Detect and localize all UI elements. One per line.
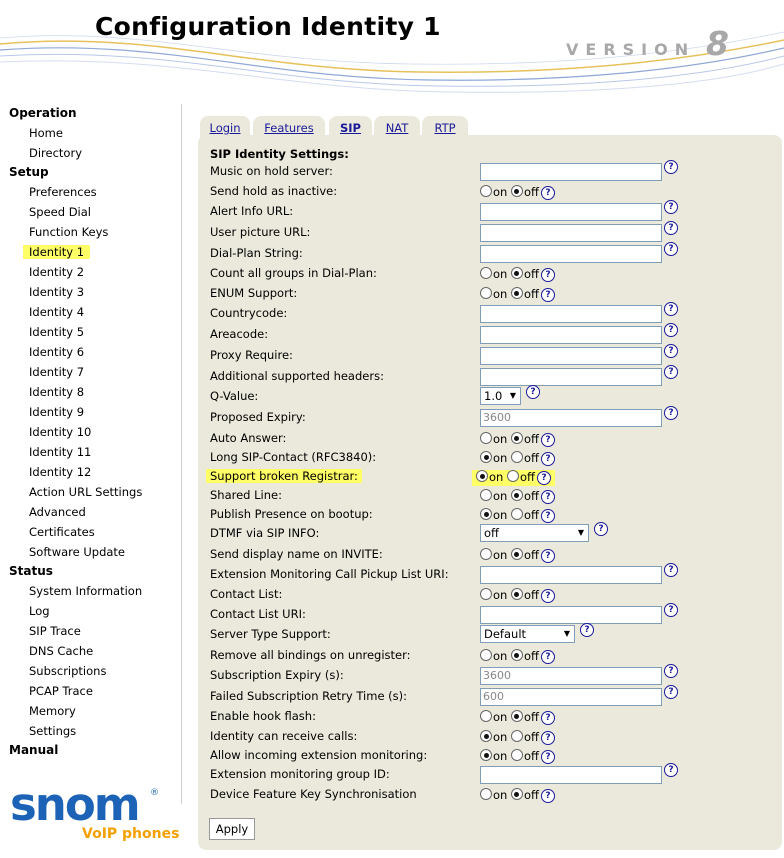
sidebar-item-action-url-settings[interactable]: Action URL Settings: [29, 485, 143, 499]
tab-rtp[interactable]: RTP: [422, 116, 468, 137]
alert-info-url-label: Alert Info URL:: [210, 204, 294, 218]
shared-line-radio-group: [480, 489, 555, 505]
send-hold-as-inactive-radio-on[interactable]: [480, 185, 492, 197]
sidebar-item-preferences[interactable]: Preferences: [29, 185, 97, 199]
auto-answer-label: Auto Answer:: [210, 431, 287, 445]
user-picture-url-help-icon[interactable]: ?: [664, 221, 678, 235]
allow-incoming-extension-monitoring-radio-group: [480, 749, 555, 765]
sidebar-item-speed-dial[interactable]: Speed Dial: [29, 205, 91, 219]
page-header: [0, 0, 784, 100]
dial-plan-string-label: Dial-Plan String:: [210, 246, 303, 260]
remove-all-bindings-on-unregister-on-text: on: [493, 649, 511, 663]
extension-monitoring-call-pickup-list-uri-label: Extension Monitoring Call Pickup List URI:: [210, 567, 449, 581]
shared-line-label: Shared Line:: [210, 488, 282, 502]
send-hold-as-inactive-radio-group: [480, 185, 555, 201]
contact-list-uri-label: Contact List URI:: [210, 607, 306, 621]
extension-monitoring-call-pickup-list-uri-help-icon[interactable]: ?: [664, 563, 678, 577]
long-sip-contact-rfc3840-label: Long SIP-Contact (RFC3840):: [210, 450, 377, 464]
count-all-groups-in-dial-plan-radio-group: [480, 267, 555, 283]
failed-subscription-retry-time-s-help-icon[interactable]: ?: [664, 685, 678, 699]
send-display-name-on-invite-on-text: on: [493, 548, 511, 562]
shared-line-radio-on[interactable]: [480, 489, 492, 501]
extension-monitoring-group-id-help-icon[interactable]: ?: [664, 763, 678, 777]
enum-support-radio-on[interactable]: [480, 287, 492, 299]
dtmf-via-sip-info-help-icon[interactable]: ?: [594, 522, 608, 536]
auto-answer-on-text: on: [493, 432, 511, 446]
enable-hook-flash-radio-on[interactable]: [480, 710, 492, 722]
proxy-require-label: Proxy Require:: [210, 348, 293, 362]
chevron-down-icon: ▼: [509, 391, 516, 400]
send-hold-as-inactive-label: Send hold as inactive:: [210, 184, 338, 198]
sidebar-item-log[interactable]: Log: [29, 604, 50, 618]
dtmf-via-sip-info-selected-value: off: [484, 526, 499, 540]
count-all-groups-in-dial-plan-off-text: off: [523, 267, 539, 281]
sidebar-item-identity-10[interactable]: Identity 10: [29, 425, 92, 439]
shared-line-on-text: on: [493, 489, 511, 503]
dial-plan-string-help-icon[interactable]: ?: [664, 242, 678, 256]
extension-monitoring-group-id-input[interactable]: [480, 766, 662, 784]
alert-info-url-help-icon[interactable]: ?: [664, 200, 678, 214]
sidebar-item-identity-12[interactable]: Identity 12: [29, 465, 92, 479]
send-hold-as-inactive-radio-off[interactable]: [511, 185, 523, 197]
proxy-require-help-icon[interactable]: ?: [664, 344, 678, 358]
send-display-name-on-invite-help-icon[interactable]: ?: [541, 549, 555, 563]
count-all-groups-in-dial-plan-help-icon[interactable]: ?: [541, 268, 555, 282]
chevron-down-icon: ▼: [563, 629, 570, 638]
tab-sip[interactable]: SIP: [329, 116, 372, 137]
contact-list-radio-on[interactable]: [480, 588, 492, 600]
long-sip-contact-rfc3840-on-text: on: [493, 451, 511, 465]
device-feature-key-synchronisation-radio-group: [480, 788, 555, 804]
sidebar-item-identity-9[interactable]: Identity 9: [29, 405, 85, 419]
failed-subscription-retry-time-s-input[interactable]: 600: [480, 688, 662, 706]
areacode-label: Areacode:: [210, 327, 269, 341]
publish-presence-on-bootup-radio-off[interactable]: [511, 508, 523, 520]
remove-all-bindings-on-unregister-radio-group: [480, 649, 555, 665]
publish-presence-on-bootup-radio-on[interactable]: [480, 508, 492, 520]
device-feature-key-synchronisation-label: Device Feature Key Synchronisation: [210, 787, 417, 801]
q-value-label: Q-Value:: [210, 389, 259, 403]
sidebar-item-certificates[interactable]: Certificates: [29, 525, 95, 539]
sidebar-item-identity-2[interactable]: Identity 2: [29, 265, 85, 279]
extension-monitoring-group-id-label: Extension monitoring group ID:: [210, 767, 390, 781]
contact-list-off-text: off: [523, 588, 539, 602]
areacode-input[interactable]: [480, 326, 662, 344]
user-picture-url-input[interactable]: [480, 224, 662, 242]
allow-incoming-extension-monitoring-radio-off[interactable]: [511, 749, 523, 761]
logo-registered-mark: ®: [150, 788, 159, 798]
send-hold-as-inactive-on-text: on: [493, 185, 511, 199]
send-display-name-on-invite-off-text: off: [523, 548, 539, 562]
shared-line-off-text: off: [523, 489, 539, 503]
sidebar-section-operation: Operation: [9, 106, 77, 120]
sidebar-item-identity-7[interactable]: Identity 7: [29, 365, 85, 379]
proposed-expiry-label: Proposed Expiry:: [210, 410, 306, 424]
count-all-groups-in-dial-plan-radio-on[interactable]: [480, 267, 492, 279]
extension-monitoring-call-pickup-list-uri-input[interactable]: [480, 566, 662, 584]
music-on-hold-server-label: Music on hold server:: [210, 164, 333, 178]
sidebar-item-software-update[interactable]: Software Update: [29, 545, 125, 559]
tab-nat[interactable]: NAT: [374, 116, 420, 137]
send-display-name-on-invite-radio-group: [480, 548, 555, 564]
sidebar-item-settings[interactable]: Settings: [29, 724, 77, 738]
identity-can-receive-calls-radio-on[interactable]: [480, 730, 492, 742]
contact-list-help-icon[interactable]: ?: [541, 589, 555, 603]
support-broken-registrar-on-text: on: [489, 470, 507, 484]
subscription-expiry-s-input[interactable]: 3600: [480, 667, 662, 685]
sidebar-item-subscriptions[interactable]: Subscriptions: [29, 664, 107, 678]
sidebar-item-identity-8[interactable]: Identity 8: [29, 385, 85, 399]
auto-answer-radio-on[interactable]: [480, 432, 492, 444]
apply-button[interactable]: Apply: [209, 818, 255, 840]
sidebar-item-system-information[interactable]: System Information: [29, 584, 143, 598]
remove-all-bindings-on-unregister-off-text: off: [523, 649, 539, 663]
remove-all-bindings-on-unregister-radio-on[interactable]: [480, 649, 492, 661]
sidebar-item-identity-1[interactable]: Identity 1: [23, 245, 90, 259]
long-sip-contact-rfc3840-radio-group: [480, 451, 555, 467]
allow-incoming-extension-monitoring-help-icon[interactable]: ?: [541, 750, 555, 764]
allow-incoming-extension-monitoring-off-text: off: [523, 749, 539, 763]
contact-list-radio-group: [480, 588, 555, 604]
identity-can-receive-calls-on-text: on: [493, 730, 511, 744]
sidebar-item-memory[interactable]: Memory: [29, 704, 76, 718]
enable-hook-flash-radio-off[interactable]: [511, 710, 523, 722]
enum-support-radio-group: [480, 287, 555, 303]
enum-support-on-text: on: [493, 287, 511, 301]
areacode-help-icon[interactable]: ?: [664, 323, 678, 337]
sidebar-divider: [181, 104, 182, 804]
long-sip-contact-rfc3840-help-icon[interactable]: ?: [541, 452, 555, 466]
failed-subscription-retry-time-s-label: Failed Subscription Retry Time (s):: [210, 689, 408, 703]
count-all-groups-in-dial-plan-radio-off[interactable]: [511, 267, 523, 279]
sidebar-section-status: Status: [9, 564, 53, 578]
sidebar-item-identity-5[interactable]: Identity 5: [29, 325, 85, 339]
sidebar-item-dns-cache[interactable]: DNS Cache: [29, 644, 94, 658]
additional-supported-headers-label: Additional supported headers:: [210, 369, 384, 383]
contact-list-uri-help-icon[interactable]: ?: [664, 603, 678, 617]
long-sip-contact-rfc3840-off-text: off: [523, 451, 539, 465]
auto-answer-off-text: off: [523, 432, 539, 446]
publish-presence-on-bootup-radio-group: [480, 508, 555, 524]
device-feature-key-synchronisation-radio-on[interactable]: [480, 788, 492, 800]
sidebar-item-directory[interactable]: Directory: [29, 146, 83, 160]
support-broken-registrar-off-text: off: [519, 470, 535, 484]
tab-login[interactable]: Login: [200, 116, 250, 137]
q-value-select[interactable]: [480, 387, 521, 405]
enable-hook-flash-help-icon[interactable]: ?: [541, 711, 555, 725]
identity-can-receive-calls-off-text: off: [523, 730, 539, 744]
version-label: VERSION: [566, 40, 696, 59]
subscription-expiry-s-label: Subscription Expiry (s):: [210, 668, 344, 682]
identity-can-receive-calls-radio-group: [480, 730, 555, 746]
device-feature-key-synchronisation-off-text: off: [523, 788, 539, 802]
server-type-support-select[interactable]: [480, 625, 575, 643]
contact-list-radio-off[interactable]: [511, 588, 523, 600]
device-feature-key-synchronisation-on-text: on: [493, 788, 511, 802]
identity-can-receive-calls-help-icon[interactable]: ?: [541, 731, 555, 745]
music-on-hold-server-input[interactable]: [480, 163, 662, 181]
page-title: Configuration Identity 1: [95, 12, 441, 41]
proxy-require-input[interactable]: [480, 347, 662, 365]
send-display-name-on-invite-label: Send display name on INVITE:: [210, 547, 383, 561]
logo-brand: snom: [10, 778, 139, 831]
sidebar-item-advanced[interactable]: Advanced: [29, 505, 86, 519]
q-value-help-icon[interactable]: ?: [526, 385, 540, 399]
music-on-hold-server-help-icon[interactable]: ?: [664, 160, 678, 174]
publish-presence-on-bootup-on-text: on: [493, 508, 511, 522]
support-broken-registrar-radio-group: [472, 470, 555, 486]
device-feature-key-synchronisation-radio-off[interactable]: [511, 788, 523, 800]
countrycode-label: Countrycode:: [210, 306, 288, 320]
sidebar-item-sip-trace[interactable]: SIP Trace: [29, 624, 81, 638]
enum-support-off-text: off: [523, 287, 539, 301]
auto-answer-help-icon[interactable]: ?: [541, 433, 555, 447]
publish-presence-on-bootup-help-icon[interactable]: ?: [541, 509, 555, 523]
proposed-expiry-input[interactable]: 3600: [480, 409, 662, 427]
shared-line-help-icon[interactable]: ?: [541, 490, 555, 504]
sidebar-item-identity-6[interactable]: Identity 6: [29, 345, 85, 359]
additional-supported-headers-input[interactable]: [480, 368, 662, 386]
sidebar-item-home[interactable]: Home: [29, 126, 63, 140]
remove-all-bindings-on-unregister-help-icon[interactable]: ?: [541, 650, 555, 664]
chevron-down-icon: ▼: [577, 528, 584, 537]
countrycode-input[interactable]: [480, 305, 662, 323]
enum-support-label: ENUM Support:: [210, 286, 298, 300]
dial-plan-string-input[interactable]: [480, 245, 662, 263]
dtmf-via-sip-info-label: DTMF via SIP INFO:: [210, 526, 320, 540]
support-broken-registrar-help-icon[interactable]: ?: [537, 471, 551, 485]
auto-answer-radio-off[interactable]: [511, 432, 523, 444]
long-sip-contact-rfc3840-radio-off[interactable]: [511, 451, 523, 463]
publish-presence-on-bootup-label: Publish Presence on bootup:: [210, 507, 373, 521]
enable-hook-flash-off-text: off: [523, 710, 539, 724]
sidebar-section-setup: Setup: [9, 165, 49, 179]
identity-can-receive-calls-label: Identity can receive calls:: [210, 729, 358, 743]
publish-presence-on-bootup-off-text: off: [523, 508, 539, 522]
subscription-expiry-s-help-icon[interactable]: ?: [664, 664, 678, 678]
snom-logo: [10, 778, 180, 846]
server-type-support-label: Server Type Support:: [210, 627, 331, 641]
send-hold-as-inactive-help-icon[interactable]: ?: [541, 186, 555, 200]
proposed-expiry-help-icon[interactable]: ?: [664, 406, 678, 420]
logo-tagline: VoIP phones: [82, 826, 180, 842]
enable-hook-flash-label: Enable hook flash:: [210, 709, 316, 723]
count-all-groups-in-dial-plan-on-text: on: [493, 267, 511, 281]
version-number: 8: [706, 24, 729, 63]
identity-can-receive-calls-radio-off[interactable]: [511, 730, 523, 742]
server-type-support-selected-value: Default: [484, 627, 527, 641]
sidebar-item-identity-11[interactable]: Identity 11: [29, 445, 92, 459]
sidebar-item-identity-4[interactable]: Identity 4: [29, 305, 85, 319]
dtmf-via-sip-info-select[interactable]: [480, 524, 589, 542]
allow-incoming-extension-monitoring-radio-on[interactable]: [480, 749, 492, 761]
contact-list-uri-input[interactable]: [480, 606, 662, 624]
user-picture-url-label: User picture URL:: [210, 225, 311, 239]
support-broken-registrar-radio-off[interactable]: [507, 470, 519, 482]
tab-features[interactable]: Features: [253, 116, 325, 137]
alert-info-url-input[interactable]: [480, 203, 662, 221]
enable-hook-flash-radio-group: [480, 710, 555, 726]
sidebar-item-pcap-trace[interactable]: PCAP Trace: [29, 684, 93, 698]
remove-all-bindings-on-unregister-label: Remove all bindings on unregister:: [210, 648, 411, 662]
device-feature-key-synchronisation-help-icon[interactable]: ?: [541, 789, 555, 803]
contact-list-on-text: on: [493, 588, 511, 602]
count-all-groups-in-dial-plan-label: Count all groups in Dial-Plan:: [210, 266, 377, 280]
sidebar-section-manual: Manual: [9, 743, 59, 757]
send-display-name-on-invite-radio-on[interactable]: [480, 548, 492, 560]
remove-all-bindings-on-unregister-radio-off[interactable]: [511, 649, 523, 661]
allow-incoming-extension-monitoring-on-text: on: [493, 749, 511, 763]
q-value-selected-value: 1.0: [484, 389, 503, 403]
countrycode-help-icon[interactable]: ?: [664, 302, 678, 316]
long-sip-contact-rfc3840-radio-on[interactable]: [480, 451, 492, 463]
enum-support-help-icon[interactable]: ?: [541, 288, 555, 302]
enum-support-radio-off[interactable]: [511, 287, 523, 299]
support-broken-registrar-label: Support broken Registrar:: [206, 469, 362, 483]
support-broken-registrar-radio-on[interactable]: [476, 470, 488, 482]
send-hold-as-inactive-off-text: off: [523, 185, 539, 199]
contact-list-label: Contact List:: [210, 587, 283, 601]
allow-incoming-extension-monitoring-label: Allow incoming extension monitoring:: [210, 748, 428, 762]
enable-hook-flash-on-text: on: [493, 710, 511, 724]
auto-answer-radio-group: [480, 432, 555, 448]
sidebar-item-identity-3[interactable]: Identity 3: [29, 285, 85, 299]
section-title: SIP Identity Settings:: [210, 147, 349, 161]
shared-line-radio-off[interactable]: [511, 489, 523, 501]
send-display-name-on-invite-radio-off[interactable]: [511, 548, 523, 560]
server-type-support-help-icon[interactable]: ?: [580, 623, 594, 637]
additional-supported-headers-help-icon[interactable]: ?: [664, 365, 678, 379]
sidebar-item-function-keys[interactable]: Function Keys: [29, 225, 109, 239]
